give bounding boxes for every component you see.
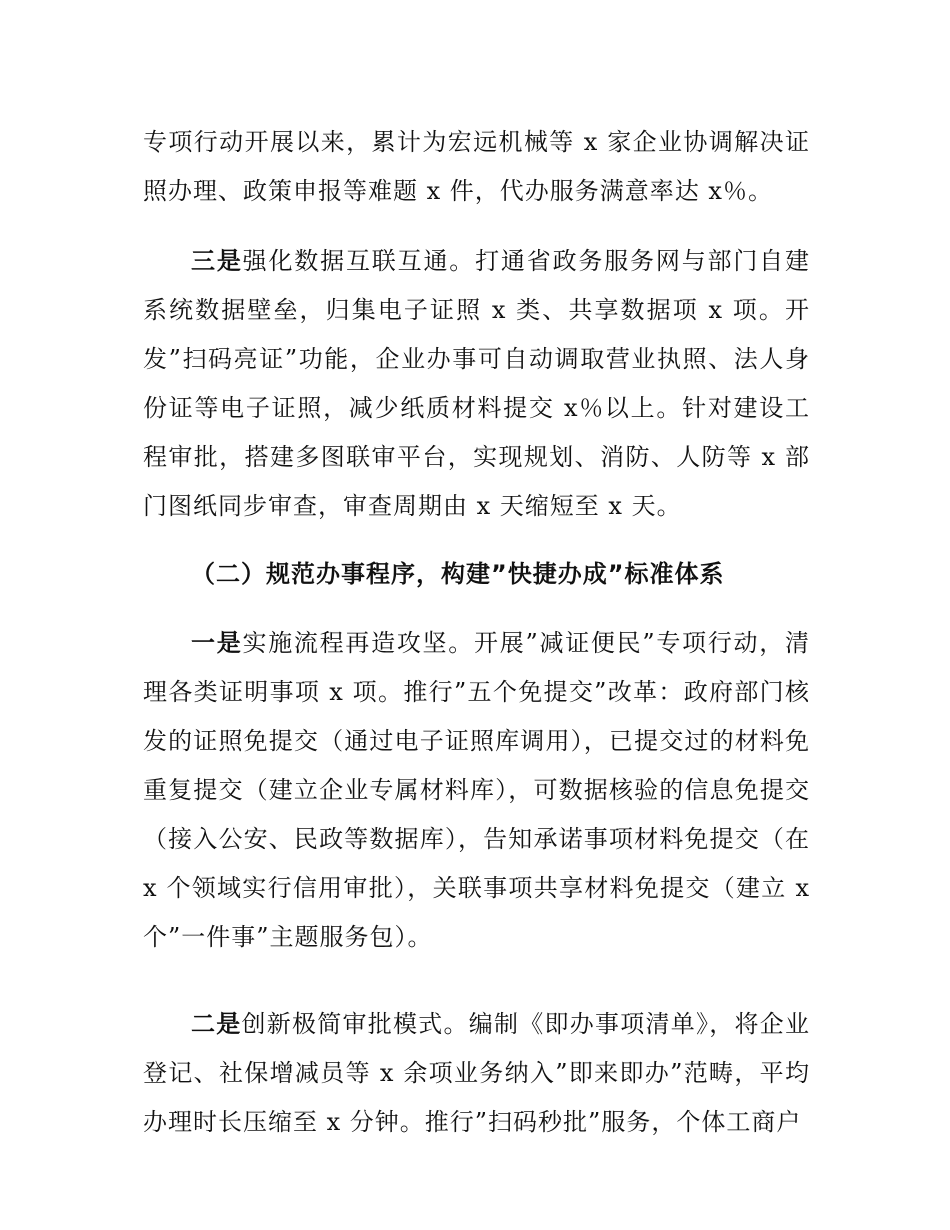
paragraph-lead: 三是 [191,247,243,275]
paragraph-lead: 二是 [191,1010,242,1038]
paragraph-lead: 一是 [191,629,243,657]
paragraph-simplified-approval [143,1000,810,1147]
paragraph-text: 专项行动开展以来，累计为宏远机械等 x 家企业协调解决证照办理、政策申报等难题 x 件，代办服务满意率达 x％。 [143,128,810,205]
paragraph-data-interconnection [143,237,810,531]
paragraph-text: 强化数据互联互通。打通省政务服务网与部门自建系统数据壁垒，归集电子证照 x 类、共享数据项 x 项。开发”扫码亮证”功能，企业办事可自动调取营业执照、法人身份证等电子证照，减少纸质材料提交 x％以上。针对建设工程审批，搭建多图联审平台，实现规划、消防、人防等 x 部门图纸同步审查，审查周期由 x 天缩短至 x 天。 [143,247,811,520]
paragraph-process-reengineering [143,619,810,962]
paragraph-continuation [143,118,810,216]
section-heading: （二）规范办事程序，构建”快捷办成”标准体系 [191,560,725,588]
paragraph-text: 创新极简审批模式。编制《即办事项清单》，将企业登记、社保增减员等 x 余项业务纳入”即来即办”范畴，平均办理时长压缩至 x 分钟。推行”扫码秒批”服务，个体工商户 [143,1010,810,1136]
paragraph-text: 实施流程再造攻坚。开展”减证便民”专项行动，清理各类证明事项 x 项。推行”五个免提交”改革：政府部门核发的证照免提交（通过电子证照库调用），已提交过的材料免重复提交（建立企业专属材料库），可数据核验的信息免提交（接入公安、民政等数据库），告知承诺事项材料免提交（在 x 个领域实行信用审批），关联事项共享材料免提交（建立 x 个”一件事”主题服务包）。 [143,629,811,951]
